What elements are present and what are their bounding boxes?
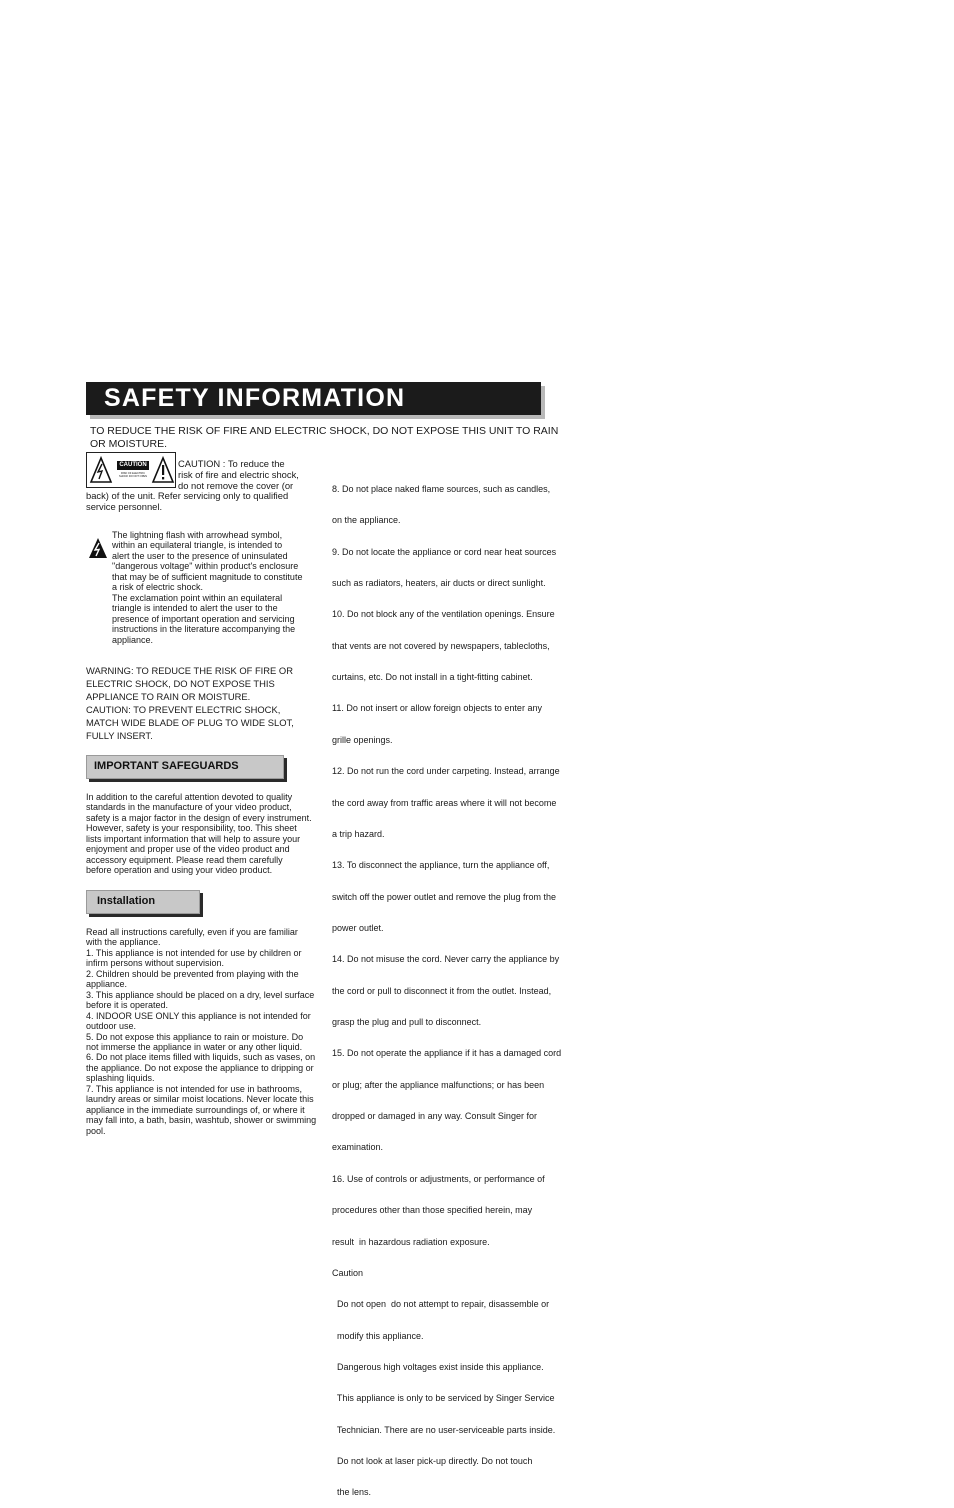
right-line: the lens. <box>332 1487 372 1498</box>
installation-line: Read all instructions carefully, even if you are familiar <box>86 927 298 937</box>
lightning-warning-icon <box>88 537 108 559</box>
right-line: 15. Do not operate the appliance if it has a damaged cord <box>332 1048 562 1059</box>
right-line: Caution <box>332 1267 364 1278</box>
right-line: 14. Do not misuse the cord. Never carry the appliance by <box>332 954 560 965</box>
installation-line: appliance. <box>86 979 128 990</box>
right-line: procedures other than those specified herein, may <box>332 1205 533 1216</box>
warning-line: APPLIANCE TO RAIN OR MOISTURE. <box>86 691 251 702</box>
installation-line: infirm persons without supervision. <box>86 958 225 969</box>
symbol-line: that may be of sufficient magnitude to constitute <box>112 571 303 582</box>
right-line: 12. Do not run the cord under carpeting. Instead, arrange <box>332 766 560 777</box>
caution-label-icons <box>87 453 175 487</box>
page-title: SAFETY INFORMATION <box>104 384 406 412</box>
warning-line: ELECTRIC SHOCK, DO NOT EXPOSE THIS <box>86 678 275 689</box>
right-line: examination. <box>332 1142 384 1153</box>
top-warning: TO REDUCE THE RISK OF FIRE AND ELECTRIC SHOCK, DO NOT EXPOSE THIS UNIT TO RAIN OR MOISTURE. <box>90 425 559 450</box>
right-line: 9. Do not locate the appliance or cord near heat sources <box>332 546 557 557</box>
right-line: such as radiators, heaters, air ducts or direct sunlight. <box>332 577 546 588</box>
symbol-line: presence of important operation and servicing <box>112 613 295 624</box>
warning-line: CAUTION: TO PREVENT ELECTRIC SHOCK, <box>86 704 281 715</box>
installation-line: not immerse the appliance in water or any other liquid. <box>86 1041 303 1052</box>
safeguards-line: safety is a major factor in the design of every instrument. <box>86 812 312 823</box>
right-line: modify this appliance. <box>332 1330 424 1341</box>
installation-line: appliance in the immediate surroundings of, or where it <box>86 1104 305 1115</box>
installation-line: outdoor use. <box>86 1021 137 1032</box>
installation-line: 2. Children should be prevented from playing with the <box>86 968 299 979</box>
caution-line: service personnel. <box>86 500 163 512</box>
installation-line: may fall into, a bath, basin, washtub, shower or swimming <box>86 1115 317 1126</box>
right-line: a trip hazard. <box>332 828 385 839</box>
right-line: switch off the power outlet and remove the plug from the <box>332 891 556 902</box>
right-line: This appliance is only to be serviced by Singer Service <box>332 1393 555 1404</box>
right-line: 13. To disconnect the appliance, turn the appliance off, <box>332 860 550 871</box>
symbol-line: "dangerous voltage" within product's enclosure <box>112 561 299 572</box>
symbol-line: The exclamation point within an equilateral <box>112 592 283 603</box>
symbol-line: appliance. <box>112 634 154 645</box>
safeguards-line: accessory equipment. Please read them carefully <box>86 854 283 865</box>
right-line: 10. Do not block any of the ventilation openings. Ensure <box>332 609 555 620</box>
installation-heading: Installation <box>97 895 156 907</box>
right-line: Technician. There are no user-serviceable parts inside. <box>332 1424 556 1435</box>
right-line: or plug; after the appliance malfunctions; or has been <box>332 1079 545 1090</box>
installation-text <box>86 927 331 1136</box>
safeguards-line: enjoyment and proper use of the video product and <box>86 844 290 855</box>
symbol-line: The lightning flash with arrowhead symbol, <box>112 530 283 540</box>
caution-line: risk of fire and electric shock, <box>178 469 299 480</box>
right-line: grasp the plug and pull to disconnect. <box>332 1017 482 1028</box>
warning-line: MATCH WIDE BLADE OF PLUG TO WIDE SLOT, <box>86 717 294 728</box>
caution-line: do not remove the cover (or <box>178 480 294 491</box>
right-line: 16. Use of controls or adjustments, or performance of <box>332 1173 545 1184</box>
installation-line: pool. <box>86 1125 106 1136</box>
right-line: that vents are not covered by newspapers, tablecloths, <box>332 640 550 651</box>
safeguards-line: However, safety is your responsibility, too. This sheet <box>86 823 297 834</box>
section-title-bar <box>86 382 541 415</box>
right-line: on the appliance. <box>332 515 401 526</box>
right-line: the cord or pull to disconnect it from the outlet. Instead, <box>332 985 552 996</box>
warning-line: FULLY INSERT. <box>86 730 153 741</box>
caution-badge: CAUTION <box>117 461 149 470</box>
symbol-line: a risk of electric shock. <box>112 582 204 593</box>
caution-label-graphic <box>86 452 176 488</box>
right-line: power outlet. <box>332 922 384 933</box>
caution-text-cont <box>86 491 288 512</box>
right-column-text <box>332 463 577 1508</box>
installation-line: 6. Do not place items filled with liquids, such as vases, on <box>86 1052 316 1063</box>
installation-line: 4. INDOOR USE ONLY this appliance is not intended for <box>86 1010 311 1021</box>
installation-line: before it is operated. <box>86 1000 169 1011</box>
installation-line: the appliance. Do not expose the appliance to dripping or <box>86 1062 314 1073</box>
symbol-line: triangle is intended to alert the user to the <box>112 603 278 614</box>
right-line: the cord away from traffic areas where it will not become <box>332 797 557 808</box>
symbol-line: instructions in the literature accompanying the <box>112 624 296 635</box>
symbol-explanation <box>112 530 327 645</box>
caution-line: CAUTION : To reduce the <box>178 458 285 469</box>
installation-line: laundry areas or similar moist locations. Never locate this <box>86 1094 314 1105</box>
right-line: curtains, etc. Do not install in a tight-fitting cabinet. <box>332 672 533 683</box>
installation-line: 3. This appliance should be placed on a dry, level surface <box>86 989 315 1000</box>
right-line: dropped or damaged in any way. Consult Singer for <box>332 1111 537 1122</box>
right-line: grille openings. <box>332 734 393 745</box>
installation-heading-box <box>86 890 200 914</box>
installation-line: 7. This appliance is not intended for use in bathrooms, <box>86 1083 302 1094</box>
right-line: Dangerous high voltages exist inside this appliance. <box>332 1361 544 1372</box>
right-line: Do not open do not attempt to repair, disassemble or <box>332 1299 550 1310</box>
installation-line: 5. Do not expose this appliance to rain or moisture. Do <box>86 1031 304 1042</box>
safeguards-heading: IMPORTANT SAFEGUARDS <box>94 760 239 772</box>
caution-text <box>178 458 299 491</box>
right-line: 11. Do not insert or allow foreign objects to enter any <box>332 703 542 714</box>
warning-line: WARNING: TO REDUCE THE RISK OF FIRE OR <box>86 665 293 676</box>
right-line: Do not look at laser pick-up directly. Do not touch <box>332 1456 533 1467</box>
symbol-line: alert the user to the presence of uninsulated <box>112 550 288 561</box>
caution-badge-sub: RISK OF ELECTRIC SHOCK DO NOT OPEN <box>118 472 148 478</box>
installation-line: 1. This appliance is not intended for use by children or <box>86 947 302 958</box>
warning-block <box>86 664 294 742</box>
safeguards-line: lists important information that will help to assure your <box>86 833 301 844</box>
caution-line: back) of the unit. Refer servicing only to qualified <box>86 490 289 501</box>
installation-line: with the appliance. <box>86 937 161 948</box>
symbol-line: within an equilateral triangle, is intended to <box>112 540 283 551</box>
safeguards-line: before operation and using your video product. <box>86 865 273 876</box>
safeguards-text <box>86 792 331 876</box>
safeguards-heading-box <box>86 755 284 779</box>
safeguards-line: In addition to the careful attention devoted to quality <box>86 792 293 802</box>
safeguards-line: standards in the manufacture of your video product, <box>86 802 292 813</box>
installation-line: splashing liquids. <box>86 1073 155 1084</box>
right-line: 8. Do not place naked flame sources, such as candles, <box>332 483 551 494</box>
right-line: result in hazardous radiation exposure. <box>332 1236 490 1247</box>
